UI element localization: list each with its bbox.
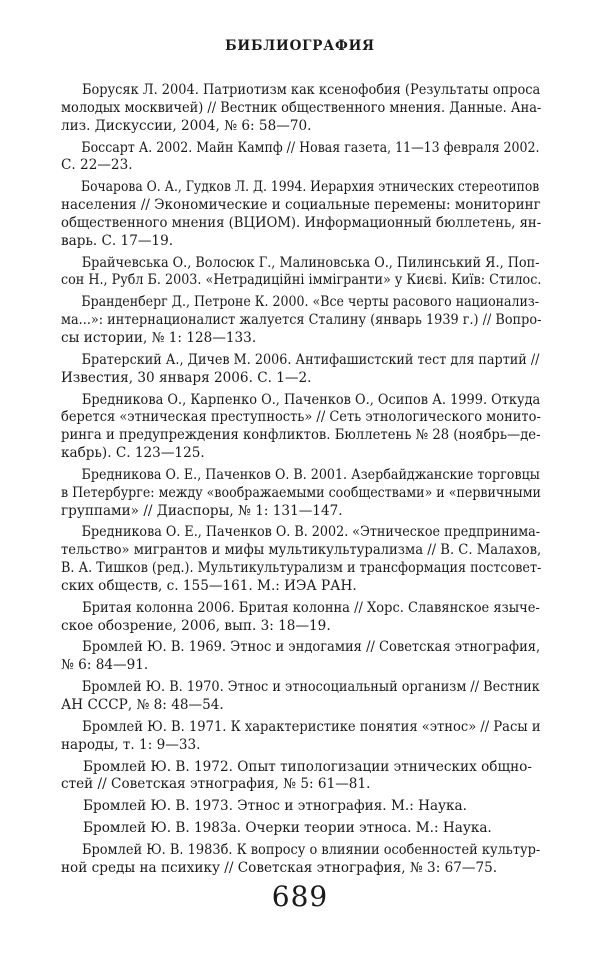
entry-line: народы, т. 1: 9—33. xyxy=(61,736,201,753)
entry-line: С. 22—23. xyxy=(61,157,133,174)
entry-line: Боссарт А. 2002. Майн Кампф // Новая газета, 11—13 февраля 2002. xyxy=(81,139,540,156)
bibliography-entry xyxy=(61,524,541,595)
entry-line: Известия, 30 января 2006. С. 1—2. xyxy=(61,369,312,386)
entry-line: Бромлей Ю. В. 1983а. Очерки теории этноса. М.: Наука. xyxy=(83,820,492,837)
entry-line: Бромлей Ю. В. 1983б. К вопросу о влиянии особенностей культур- xyxy=(81,841,541,858)
entry-line: Бромлей Ю. В. 1969. Этнос и эндогамия // Советская этнография, xyxy=(82,639,541,656)
entry-line: Бочарова О. А., Гудков Л. Д. 1994. Иерархия этнических стереотипов xyxy=(80,179,540,196)
bibliography-entry xyxy=(61,759,541,795)
entry-line: ское обозрение, 2006, вып. 3: 18—19. xyxy=(61,617,331,634)
bibliography-entry xyxy=(61,600,541,636)
entry-line: № 6: 84—91. xyxy=(61,657,149,674)
entry-line: Братерский А., Дичев М. 2006. Антифашистский тест для партий // xyxy=(81,351,540,368)
bibliography-entry xyxy=(61,639,541,675)
entry-line: ских обществ, с. 155—161. М.: ИЭА РАН. xyxy=(61,577,357,594)
bibliography-entry xyxy=(61,467,541,521)
page-number: 689 xyxy=(271,880,329,913)
bibliography-entry xyxy=(61,294,541,348)
bibliography-entry xyxy=(61,82,541,136)
bibliography-entry xyxy=(61,798,541,816)
bibliography-entry xyxy=(61,352,541,388)
bibliography-entry xyxy=(61,679,541,715)
bibliography-entry xyxy=(61,179,541,250)
entry-line: ринга и предупреждения конфликтов. Бюллетень № 28 (ноябрь—де- xyxy=(61,427,541,444)
bibliography-entry xyxy=(61,820,541,838)
entry-line: общественного мнения (ВЦИОМ). Информационный бюллетень, ян- xyxy=(61,214,542,231)
bibliography-entry xyxy=(61,255,541,291)
entry-line: Бредникова О. Е., Паченков О. В. 2002. «Этническое предпринима- xyxy=(81,524,541,541)
bibliography-entry xyxy=(61,719,541,755)
running-header: БИБЛИОГРАФИЯ xyxy=(225,38,375,54)
entry-line: кабрь). С. 123—125. xyxy=(61,445,205,462)
entry-line: молодых москвичей) // Вестник общественного мнения. Данные. Ана- xyxy=(61,99,542,116)
bibliography-entry xyxy=(61,140,541,176)
entry-line: сы истории, № 1: 128—133. xyxy=(61,329,257,346)
entry-line: ма...»: интернационалист жалуется Сталину (январь 1939 г.) // Вопро- xyxy=(61,312,542,329)
entry-line: сон Н., Рубл Б. 2003. «Нетрадиційні іммігранти» у Києві. Київ: Стилос. xyxy=(61,272,542,289)
entry-line: тельство» мигрантов и мифы мультикультурализма // В. С. Малахов, xyxy=(61,542,542,559)
entry-line: Бромлей Ю. В. 1972. Опыт типологизации этнических общно- xyxy=(83,758,532,775)
entry-line: ной среды на психику // Советская этнография, № 3: 67—75. xyxy=(61,859,498,876)
entry-line: Борусяк Л. 2004. Патриотизм как ксенофобия (Результаты опроса xyxy=(81,82,541,98)
entry-line: АН СССР, № 8: 48—54. xyxy=(61,697,224,713)
entry-line: варь. С. 17—19. xyxy=(61,232,174,249)
entry-line: группами» // Диаспоры, № 1: 131—147. xyxy=(61,502,343,519)
entry-line: лиз. Дискуссии, 2004, № 6: 58—70. xyxy=(61,117,312,134)
bibliography-entry xyxy=(61,842,541,878)
entry-line: В. А. Тишков (ред.). Мультикультурализм и трансформация постсовет- xyxy=(61,560,542,577)
entry-line: Бритая колонна 2006. Бритая колонна // Хорс. Славянское языче- xyxy=(82,599,540,616)
bibliography-entry xyxy=(61,392,541,463)
entry-line: стей // Советская этнография, № 5: 61—81. xyxy=(61,776,371,793)
entry-line: берется «этническая преступность» // Сеть этнологического монито- xyxy=(61,409,541,426)
entry-line: Бромлей Ю. В. 1973. Этнос и этнография. М.: Наука. xyxy=(83,798,467,815)
entry-line: Бредникова О. Е., Паченков О. В. 2001. Азербайджанские торговцы xyxy=(81,466,540,483)
entry-line: в Петербурге: между «воображаемыми сообществами» и «первичными xyxy=(61,484,541,501)
entry-line: Бромлей Ю. В. 1971. К характеристике понятия «этнос» // Расы и xyxy=(82,718,541,735)
entry-line: Брайчевська О., Волосюк Г., Малиновська О., Пилинський Я., Поп- xyxy=(81,254,540,271)
entry-line: Бредникова О., Карпенко О., Паченков О., Осипов А. 1999. Откуда xyxy=(81,391,541,408)
entry-line: населения // Экономические и социальные перемены: мониторинг xyxy=(61,197,541,214)
bibliography-list xyxy=(61,82,541,882)
entry-line: Бранденберг Д., Петроне К. 2000. «Все черты расового национализ- xyxy=(81,294,540,311)
entry-line: Бромлей Ю. В. 1970. Этнос и этносоциальный организм // Вестник xyxy=(81,679,540,696)
